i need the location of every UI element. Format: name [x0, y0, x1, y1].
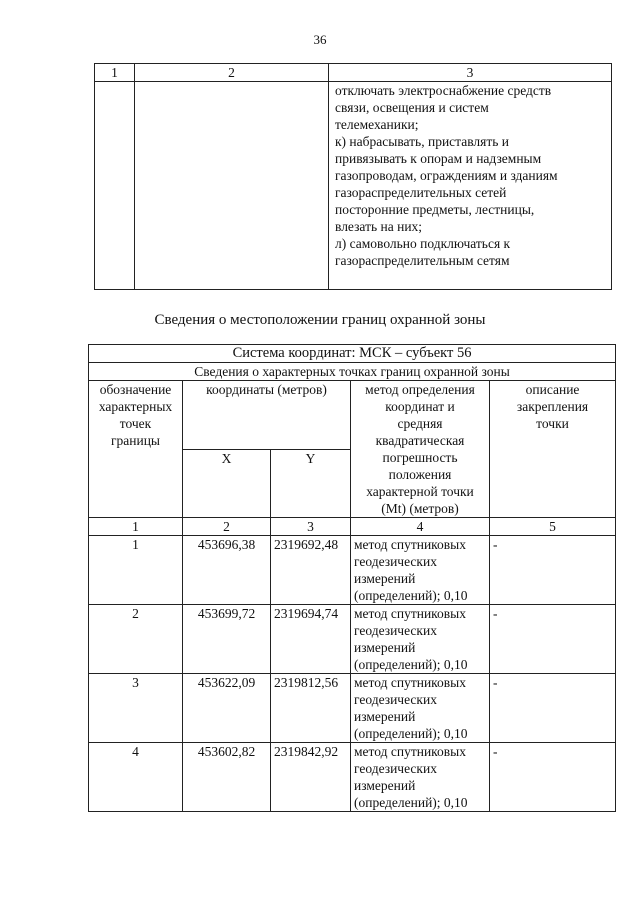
column-number-row	[89, 518, 616, 536]
header-line: границы	[110, 433, 161, 448]
header-line: погрешность	[382, 450, 458, 465]
y-value: 2319692,48	[271, 536, 351, 605]
table-subtitle: Сведения о характерных точках границ охранной зоны	[89, 363, 616, 381]
text-line: газопроводам, ограждениям и зданиям	[335, 168, 558, 183]
method-line: (определений); 0,10	[354, 588, 468, 603]
text-line: связи, освещения и систем	[335, 100, 489, 115]
method-line: (определений); 0,10	[354, 795, 468, 810]
method-value	[351, 743, 490, 812]
header-line: положения	[388, 467, 452, 482]
y-value: 2319842,92	[271, 743, 351, 812]
method-line: геодезических	[354, 761, 437, 776]
table-row	[95, 82, 612, 290]
x-header: X	[183, 449, 271, 518]
table-row	[89, 743, 616, 812]
designation-header	[89, 381, 183, 518]
header-cell: 3	[329, 64, 612, 82]
point-number: 4	[89, 743, 183, 812]
x-value: 453696,38	[183, 536, 271, 605]
header-line: метод определения	[365, 382, 475, 397]
text-line: к) набрасывать, приставлять и	[335, 134, 510, 149]
y-value: 2319694,74	[271, 605, 351, 674]
header-line: обозначение	[99, 382, 172, 397]
empty-cell	[135, 82, 329, 290]
coordinate-system-title: Система координат: МСК – субъект 56	[89, 345, 616, 363]
method-line: измерений	[354, 709, 416, 724]
header-line: точки	[536, 416, 569, 431]
restrictions-table	[94, 63, 612, 290]
description-value: -	[490, 674, 616, 743]
description-value: -	[490, 605, 616, 674]
column-number: 4	[351, 518, 490, 536]
method-line: измерений	[354, 778, 416, 793]
header-line: точек	[119, 416, 152, 431]
method-line: измерений	[354, 640, 416, 655]
method-header	[351, 381, 490, 518]
coordinate-system-row	[89, 345, 616, 363]
description-value: -	[490, 536, 616, 605]
description-header	[490, 381, 616, 518]
x-value: 453602,82	[183, 743, 271, 812]
empty-cell	[95, 82, 135, 290]
page-number: 36	[313, 32, 327, 47]
method-line: измерений	[354, 571, 416, 586]
text-line: газораспределительным сетям	[335, 253, 510, 268]
header-cell: 1	[95, 64, 135, 82]
method-value	[351, 536, 490, 605]
point-number: 3	[89, 674, 183, 743]
method-line: (определений); 0,10	[354, 726, 468, 741]
header-line: характерной точки	[366, 484, 474, 499]
method-line: метод спутниковых	[354, 537, 466, 552]
method-line: метод спутниковых	[354, 675, 466, 690]
text-line: газораспределительных сетей	[335, 185, 507, 200]
y-value: 2319812,56	[271, 674, 351, 743]
header-line: квадратическая	[375, 433, 465, 448]
method-line: геодезических	[354, 554, 437, 569]
point-number: 1	[89, 536, 183, 605]
restrictions-text	[329, 82, 612, 290]
header-line: закрепления	[516, 399, 589, 414]
table-row	[89, 536, 616, 605]
header-cell: 2	[135, 64, 329, 82]
method-value	[351, 605, 490, 674]
coordinates-header: координаты (метров)	[183, 381, 351, 450]
text-line: посторонние предметы, лестницы,	[335, 202, 535, 217]
text-line: телемеханики;	[335, 117, 419, 132]
text-line: отключать электроснабжение средств	[335, 83, 552, 98]
method-line: (определений); 0,10	[354, 657, 468, 672]
column-number: 5	[490, 518, 616, 536]
method-value	[351, 674, 490, 743]
header-line: (Mt) (метров)	[381, 501, 459, 516]
header-line: описание	[525, 382, 580, 397]
y-header: Y	[271, 449, 351, 518]
text-line: влезать на них;	[335, 219, 423, 234]
method-line: геодезических	[354, 623, 437, 638]
header-line: координат и	[385, 399, 455, 414]
column-number: 3	[271, 518, 351, 536]
x-value: 453622,09	[183, 674, 271, 743]
x-value: 453699,72	[183, 605, 271, 674]
table-row	[89, 605, 616, 674]
coordinates-table	[88, 344, 616, 812]
method-line: геодезических	[354, 692, 437, 707]
column-header-row	[89, 381, 616, 450]
header-line: характерных	[98, 399, 173, 414]
section-heading: Сведения о местоположении границ охранной зоны	[154, 312, 486, 328]
method-line: метод спутниковых	[354, 744, 466, 759]
column-number: 2	[183, 518, 271, 536]
table-row	[89, 674, 616, 743]
table-header-row	[95, 64, 612, 82]
description-value: -	[490, 743, 616, 812]
subtitle-row	[89, 363, 616, 381]
text-line: привязывать к опорам и надземным	[335, 151, 542, 166]
header-line: средняя	[397, 416, 443, 431]
column-number: 1	[89, 518, 183, 536]
text-line: л) самовольно подключаться к	[335, 236, 511, 251]
point-number: 2	[89, 605, 183, 674]
method-line: метод спутниковых	[354, 606, 466, 621]
